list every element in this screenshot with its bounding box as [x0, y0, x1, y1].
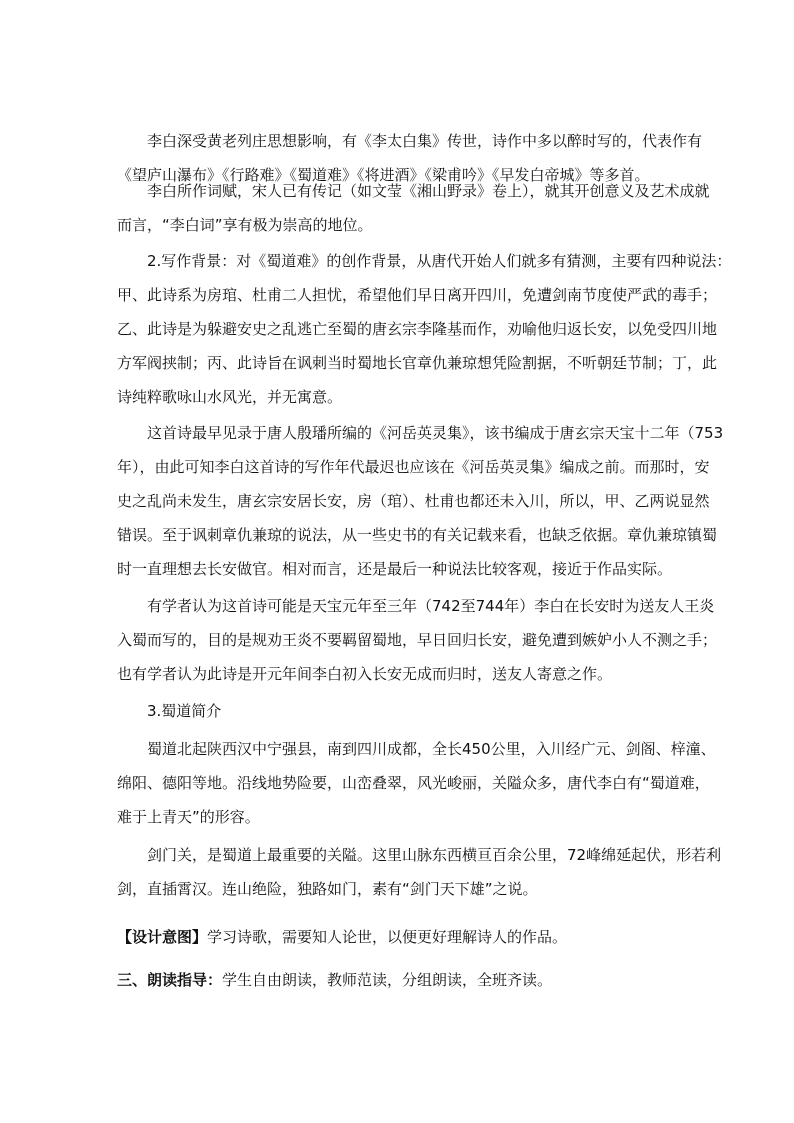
text-line: 错误。至于讽刺章仇兼琼的说法，从一些史书的有关记载来看，也缺乏依据。章仇兼琼镇蜀: [117, 526, 718, 544]
text-line: 诗纯粹歌咏山水风光，并无寓意。: [117, 388, 343, 406]
text-line: 难于上青天”的形容。: [117, 808, 260, 826]
text-line: 时一直理想去长安做官。相对而言，还是最后一种说法比较客观，接近于作品实际。: [117, 560, 673, 578]
design-intent-label: 【设计意图】: [117, 928, 208, 946]
text-line: 绵阳、德阳等地。沿线地势险要，山峦叠翠，风光峻丽，关隘众多，唐代李白有“蜀道难，: [117, 774, 710, 792]
text-line: 乙、此诗是为躲避安史之乱逃亡至蜀的唐玄宗李隆基而作，劝喻他归返长安，以免受四川地: [117, 320, 718, 338]
text-line: 李白深受黄老列庄思想影响，有《李太白集》传世，诗作中多以醉时写的，代表作有: [117, 132, 703, 150]
text-line: 这首诗最早见录于唐人殷璠所编的《河岳英灵集》，该书编成于唐玄宗天宝十二年（753: [117, 424, 724, 442]
paragraph-shu-road-intro: [117, 732, 716, 834]
text-line: 史之乱尚未发生，唐玄宗安居长安，房（琯）、杜甫也都还未入川，所以，甲、乙两说显然: [117, 492, 710, 510]
text-line: 甲、此诗系为房琯、杜甫二人担忧，希望他们早日离开四川，免遭剑南节度使严武的毒手；: [117, 286, 718, 304]
reading-guidance: [117, 963, 697, 997]
text-line: 剑，直插霄汉。连山绝险，独路如门，素有“剑门天下雄”之说。: [117, 880, 538, 898]
text-line: 李白所作词赋，宋人已有传记（如文莹《湘山野录》卷上），就其开创意义及艺术成就: [117, 182, 710, 200]
text-line: 剑门关，是蜀道上最重要的关隘。这里山脉东西横亘百余公里，72峰绵延起伏，形若利: [117, 846, 722, 864]
paragraph-li-bai-ci: [117, 174, 710, 242]
paragraph-writing-background: [117, 244, 732, 414]
text-line: [117, 963, 697, 997]
text-line: 方军阀挟制；丙、此诗旨在讽刺当时蜀地长官章仇兼琼想凭险割据，不听朝廷节制；丁，此: [117, 354, 718, 372]
text-line: 也有学者认为此诗是开元年间李白初入长安无成而归时，送友人寄意之作。: [117, 665, 613, 683]
section-heading-shu-road: [117, 694, 697, 728]
text-line: 蜀道北起陕西汉中宁强县，南到四川成都，全长450公里，入川经广元、剑阁、梓潼、: [117, 740, 716, 758]
paragraph-scholar-views: [117, 589, 718, 691]
text-line: 入蜀而写的，目的是规劝王炎不要羁留蜀地，早日回归长安，避免遭到嫉妒小人不测之手；: [117, 631, 718, 649]
text-line: 3.蜀道简介: [117, 702, 222, 720]
text-line: [117, 920, 697, 954]
paragraph-jianmen-pass: [117, 838, 722, 906]
paragraph-poem-dating: [117, 416, 724, 586]
design-intent-text: 学习诗歌，需要知人论世，以便更好理解诗人的作品。: [207, 928, 568, 946]
reading-guidance-text: 学生自由朗读，教师范读，分组朗读，全班齐读。: [222, 971, 553, 989]
text-line: 2.写作背景：对《蜀道难》的创作背景，从唐代开始人们就多有猜测，主要有四种说法：: [117, 252, 732, 270]
design-intent: [117, 920, 697, 954]
text-line: 而言，“李白词”享有极为崇高的地位。: [117, 216, 373, 234]
reading-guidance-label: 三、朗读指导：: [117, 971, 223, 989]
text-line: 《望庐山瀑布》《行路难》《蜀道难》《将进酒》《梁甫吟》《早发白帝城》等多首。: [117, 166, 650, 184]
text-line: 年），由此可知李白这首诗的写作年代最迟也应该在《河岳英灵集》编成之前。而那时，安: [117, 458, 710, 476]
text-line: 有学者认为这首诗可能是天宝元年至三年（742至744年）李白在长安时为送友人王炎: [117, 597, 715, 615]
